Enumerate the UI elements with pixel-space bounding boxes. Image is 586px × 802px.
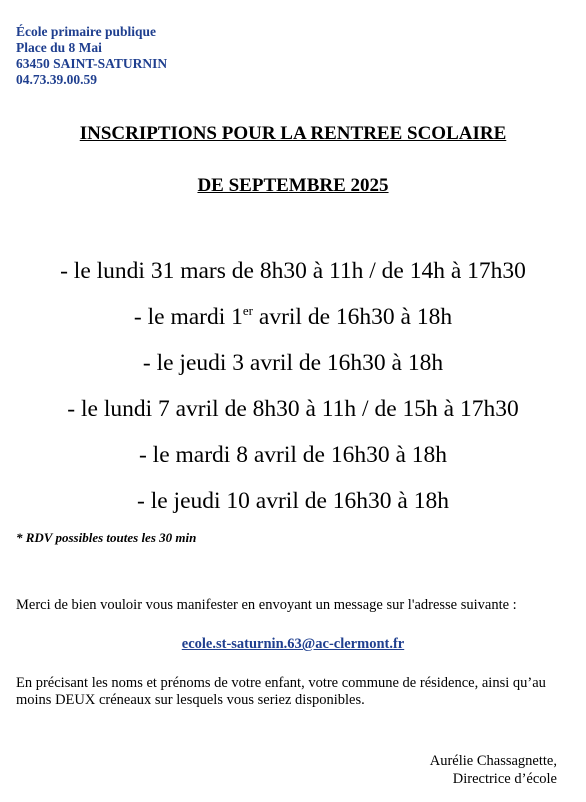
date-item-text: avril de 16h30 à 18h [253, 304, 453, 330]
date-item: - le mardi 8 avril de 16h30 à 18h [138, 442, 448, 468]
school-street: Place du 8 Mai [16, 40, 102, 55]
signature-role: Directrice d’école [452, 771, 557, 787]
page-title: INSCRIPTIONS POUR LA RENTREE SCOLAIRE [79, 123, 507, 144]
registration-dates-list [0, 248, 586, 524]
contact-intro: Merci de bien vouloir vous manifester en envoyant un message sur l'adresse suivante : [16, 597, 517, 613]
date-item: - le jeudi 3 avril de 16h30 à 18h [142, 350, 444, 376]
signature-block [430, 752, 557, 788]
signature-name: Aurélie Chassagnette, [429, 753, 557, 769]
date-item-superscript: er [242, 303, 254, 318]
date-item: - le jeudi 10 avril de 16h30 à 18h [137, 488, 449, 514]
appointment-note: * RDV possibles toutes les 30 min [16, 530, 197, 545]
school-phone: 04.73.39.00.59 [16, 72, 97, 87]
school-name: École primaire publique [16, 24, 157, 39]
email-link[interactable]: ecole.st-saturnin.63@ac-clermont.fr [181, 636, 405, 652]
email-container [0, 635, 586, 653]
contact-details: En précisant les noms et prénoms de votre enfant, votre commune de résidence, ainsi qu’au moins DEUX créneaux sur lesquels vous seriez disponibles. [16, 675, 546, 708]
date-item-text: - le mardi 1 [133, 304, 243, 330]
page-subtitle: DE SEPTEMBRE 2025 [197, 175, 389, 196]
school-city: 63450 SAINT-SATURNIN [16, 56, 168, 71]
date-item: - le lundi 7 avril de 8h30 à 11h / de 15h à 17h30 [67, 396, 519, 422]
date-item: - le lundi 31 mars de 8h30 à 11h / de 14h à 17h30 [60, 258, 526, 284]
date-item [0, 294, 586, 340]
school-address-block [16, 24, 167, 88]
